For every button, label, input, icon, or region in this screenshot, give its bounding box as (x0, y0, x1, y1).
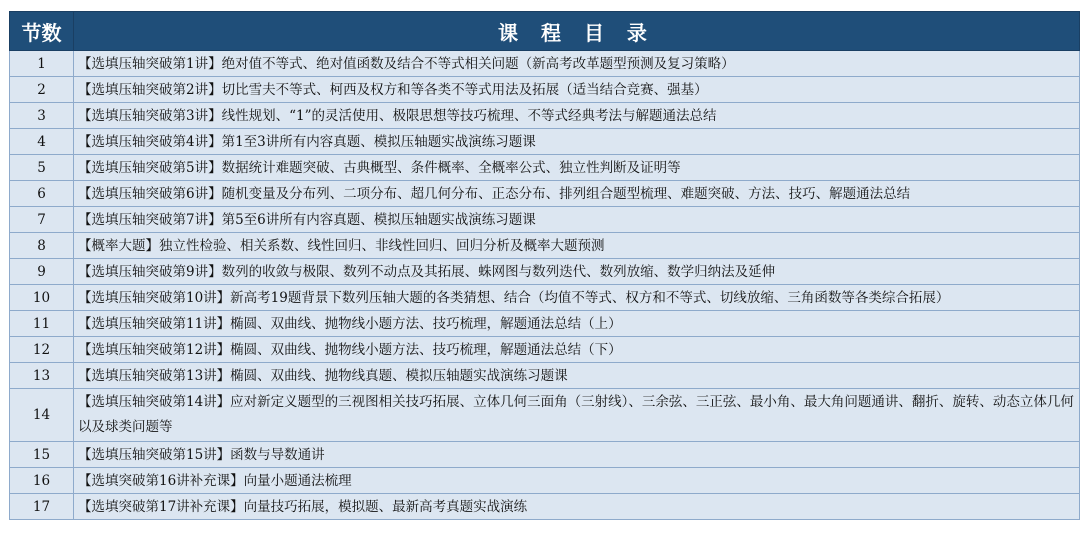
table-row (10, 129, 1080, 155)
table-row (10, 311, 1080, 337)
table-row (10, 259, 1080, 285)
table-row (10, 51, 1080, 77)
row-lesson-text: 【选填压轴突破第15讲】函数与导数通讲 (74, 442, 1080, 468)
row-number: 13 (10, 363, 74, 389)
table-row (10, 442, 1080, 468)
table-row (10, 103, 1080, 129)
row-number: 11 (10, 311, 74, 337)
row-lesson-text: 【选填压轴突破第10讲】新高考19题背景下数列压轴大题的各类猜想、结合（均值不等式、权方和不等式、切线放缩、三角函数等各类综合拓展） (74, 285, 1080, 311)
row-number: 7 (10, 207, 74, 233)
row-number: 16 (10, 468, 74, 494)
row-lesson-text: 【概率大题】独立性检验、相关系数、线性回归、非线性回归、回归分析及概率大题预测 (74, 233, 1080, 259)
row-lesson-text: 【选填突破第16讲补充课】向量小题通法梳理 (74, 468, 1080, 494)
row-number: 1 (10, 51, 74, 77)
row-number: 8 (10, 233, 74, 259)
course-catalog (9, 11, 1079, 520)
row-lesson-text: 【选填压轴突破第12讲】椭圆、双曲线、抛物线小题方法、技巧梳理，解题通法总结（下） (74, 337, 1080, 363)
table-row (10, 285, 1080, 311)
row-lesson-text: 【选填压轴突破第9讲】数列的收敛与极限、数列不动点及其拓展、蛛网图与数列迭代、数列放缩、数学归纳法及延伸 (74, 259, 1080, 285)
table-row (10, 207, 1080, 233)
row-number: 3 (10, 103, 74, 129)
table-row (10, 337, 1080, 363)
row-lesson-text: 【选填突破第17讲补充课】向量技巧拓展，模拟题、最新高考真题实战演练 (74, 494, 1080, 520)
row-lesson-text: 【选填压轴突破第1讲】绝对值不等式、绝对值函数及结合不等式相关问题（新高考改革题型预测及复习策略） (74, 51, 1080, 77)
row-number: 2 (10, 77, 74, 103)
row-number: 4 (10, 129, 74, 155)
table-row (10, 389, 1080, 442)
table-header-row (10, 12, 1080, 51)
row-lesson-text: 【选填压轴突破第13讲】椭圆、双曲线、抛物线真题、模拟压轴题实战演练习题课 (74, 363, 1080, 389)
row-lesson-text: 【选填压轴突破第6讲】随机变量及分布列、二项分布、超几何分布、正态分布、排列组合题型梳理、难题突破、方法、技巧、解题通法总结 (74, 181, 1080, 207)
row-number: 15 (10, 442, 74, 468)
table-row (10, 233, 1080, 259)
row-lesson-text: 【选填压轴突破第7讲】第5至6讲所有内容真题、模拟压轴题实战演练习题课 (74, 207, 1080, 233)
table-row (10, 494, 1080, 520)
row-lesson-text: 【选填压轴突破第11讲】椭圆、双曲线、抛物线小题方法、技巧梳理，解题通法总结（上） (74, 311, 1080, 337)
row-number: 17 (10, 494, 74, 520)
row-number: 6 (10, 181, 74, 207)
table-row (10, 77, 1080, 103)
row-lesson-text: 【选填压轴突破第3讲】线性规划、“1”的灵活使用、极限思想等技巧梳理、不等式经典考法与解题通法总结 (74, 103, 1080, 129)
header-course-catalog: 课 程 目 录 (74, 12, 1080, 51)
table-row (10, 155, 1080, 181)
row-lesson-text: 【选填压轴突破第5讲】数据统计难题突破、古典概型、条件概率、全概率公式、独立性判断及证明等 (74, 155, 1080, 181)
row-number: 9 (10, 259, 74, 285)
row-number: 5 (10, 155, 74, 181)
row-lesson-text: 【选填压轴突破第2讲】切比雪夫不等式、柯西及权方和等各类不等式用法及拓展（适当结合竞赛、强基） (74, 77, 1080, 103)
table-row (10, 181, 1080, 207)
row-number: 14 (10, 389, 74, 442)
row-number: 12 (10, 337, 74, 363)
table-row (10, 468, 1080, 494)
row-number: 10 (10, 285, 74, 311)
row-lesson-text: 【选填压轴突破第14讲】应对新定义题型的三视图相关技巧拓展、立体几何三面角（三射线）、三余弦、三正弦、最小角、最大角问题通讲、翻折、旋转、动态立体几何以及球类问题等 (74, 389, 1080, 442)
table-row (10, 363, 1080, 389)
course-table (9, 11, 1080, 520)
header-section-number: 节数 (10, 12, 74, 51)
row-lesson-text: 【选填压轴突破第4讲】第1至3讲所有内容真题、模拟压轴题实战演练习题课 (74, 129, 1080, 155)
